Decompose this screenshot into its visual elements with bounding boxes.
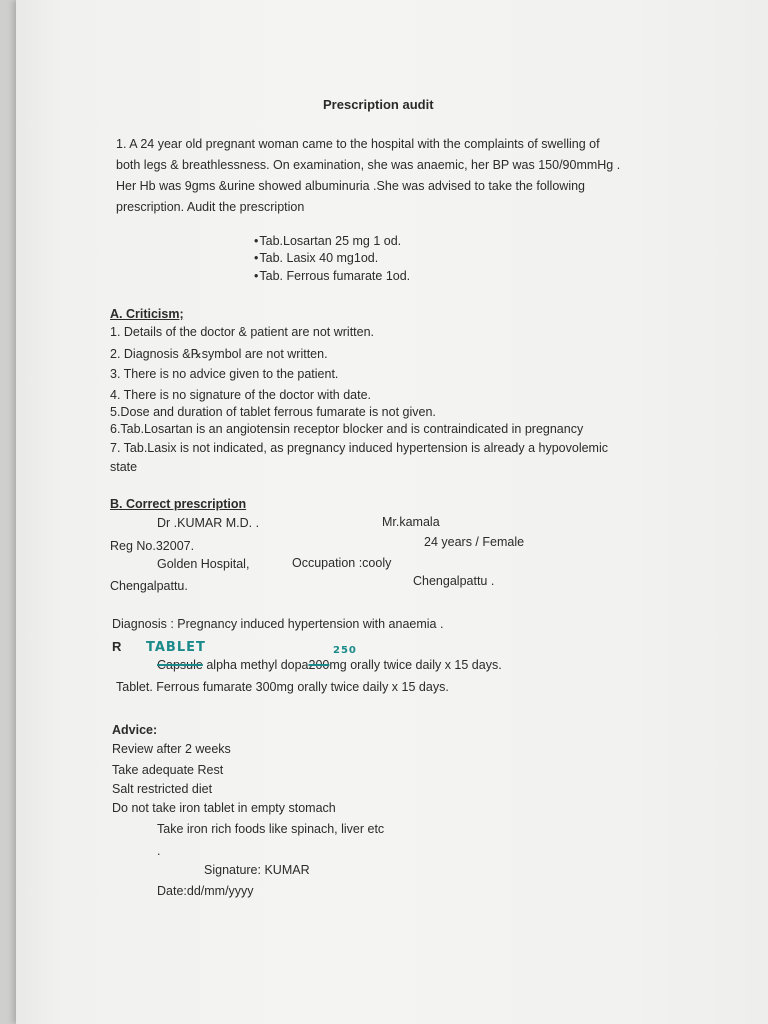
document-page xyxy=(16,0,768,1024)
date: Date:dd/mm/yyyy xyxy=(157,884,254,898)
signature: Signature: KUMAR xyxy=(204,863,310,877)
drug-item: • Tab.Losartan 25 mg 1 od. xyxy=(254,233,401,249)
doctor-name: Dr .KUMAR M.D. . xyxy=(157,516,260,530)
question-line: 1. A 24 year old pregnant woman came to the hospital with the complaints of swelling of xyxy=(116,137,600,151)
drug-item: • Tab. Lasix 40 mg1od. xyxy=(254,250,378,266)
advice-heading: Advice: xyxy=(112,723,158,737)
rx-line-2: Tablet. Ferrous fumarate 300mg orally twice daily x 15 days. xyxy=(116,680,449,694)
drug-item: • Tab. Ferrous fumarate 1od. xyxy=(254,268,410,284)
advice-item: Salt restricted diet xyxy=(112,782,213,796)
stray-dot: . xyxy=(157,844,161,858)
criticism-heading: A. Criticism; xyxy=(110,307,184,321)
rx-line-1 xyxy=(157,657,502,673)
doctor-city: Chengalpattu. xyxy=(110,579,188,593)
patient-name: Mr.kamala xyxy=(382,515,440,529)
hospital-name: Golden Hospital, xyxy=(157,557,250,571)
criticism-item: 2. Diagnosis &℞symbol are not written. xyxy=(110,347,328,361)
reg-number: Reg No.32007. xyxy=(110,539,195,553)
patient-age: 24 years / Female xyxy=(424,535,525,549)
handwritten-tablet: TABLET xyxy=(146,640,206,655)
advice-item: Take iron rich foods like spinach, liver etc xyxy=(157,822,385,836)
correct-prescription-heading: B. Correct prescription xyxy=(110,497,247,511)
handwritten-dose: 250 xyxy=(333,645,357,656)
patient-city: Chengalpattu . xyxy=(413,574,495,588)
rx-line-text: mg orally twice daily x 15 days. xyxy=(329,658,502,672)
criticism-item: 6.Tab.Losartan is an angiotensin receptor blocker and is contraindicated in pregnancy xyxy=(110,422,584,436)
criticism-item: 1. Details of the doctor & patient are not written. xyxy=(110,325,375,339)
page-title: Prescription audit xyxy=(323,97,434,112)
rx-line-text: alpha methyl dopa xyxy=(202,658,309,672)
criticism-item: 7. Tab.Lasix is not indicated, as pregnancy induced hypertension is already a hypovolemic xyxy=(110,441,608,455)
question-line: Her Hb was 9gms &urine showed albuminuria .She was advised to take the following xyxy=(116,179,585,193)
question-line: both legs & breathlessness. On examination, she was anaemic, her BP was 150/90mmHg . xyxy=(116,158,621,172)
diagnosis: Diagnosis : Pregnancy induced hypertension with anaemia . xyxy=(112,617,444,631)
struck-dose: 200 xyxy=(308,658,330,672)
criticism-item: state xyxy=(110,460,138,474)
criticism-item: 3. There is no advice given to the patient. xyxy=(110,367,339,381)
patient-occupation: Occupation :cooly xyxy=(292,556,392,570)
advice-item: Do not take iron tablet in empty stomach xyxy=(112,801,336,815)
rx-symbol: R xyxy=(112,639,122,654)
criticism-item: 4. There is no signature of the doctor with date. xyxy=(110,388,372,402)
criticism-item: 5.Dose and duration of tablet ferrous fumarate is not given. xyxy=(110,405,436,419)
advice-item: Take adequate Rest xyxy=(112,763,224,777)
advice-item: Review after 2 weeks xyxy=(112,742,231,756)
question-line: prescription. Audit the prescription xyxy=(116,200,305,214)
struck-word: Capsule xyxy=(157,658,203,672)
